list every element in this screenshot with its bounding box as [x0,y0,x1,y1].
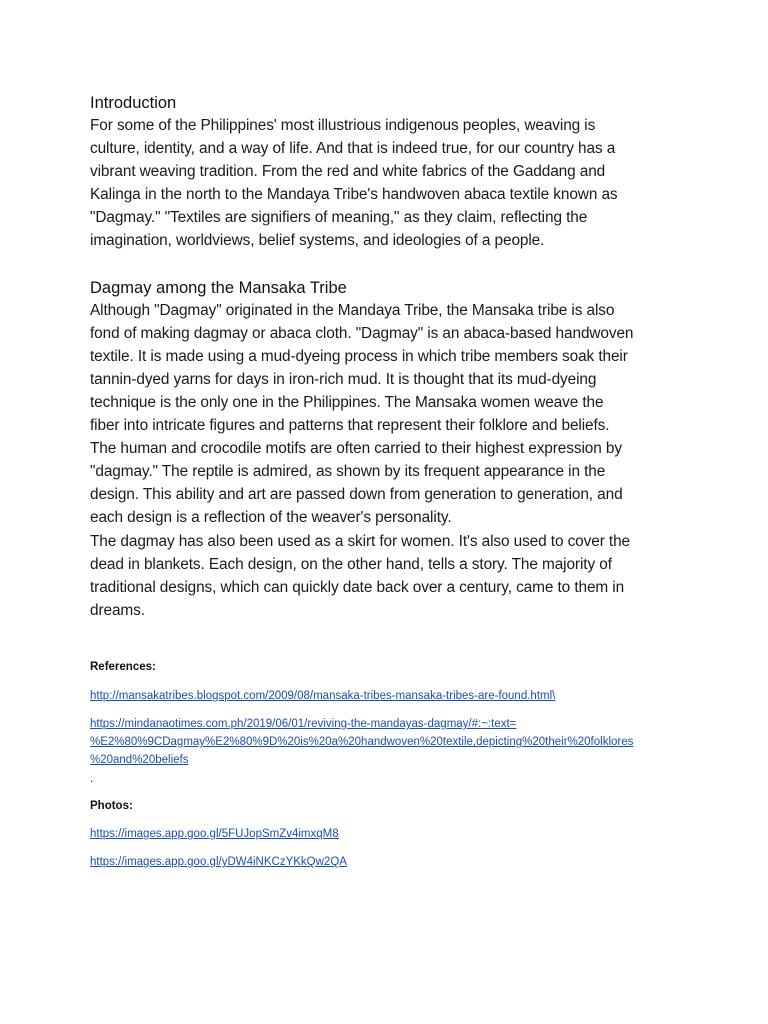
mansaka-section [90,277,680,622]
introduction-paragraph [90,114,680,253]
reference-link-mindanaotimes[interactable] [90,715,690,769]
text-line: Kalinga in the north to the Mandaya Tribe's handwoven abaca textile known as [90,186,618,204]
link-line: https://mindanaotimes.com.ph/2019/06/01/reviving-the-mandayas-dagmay/#:~:text= [90,718,517,730]
mansaka-paragraph [90,299,680,622]
photos-label: Photos: [90,800,133,812]
text-line: The dagmay has also been used as a skirt for women. It's also used to cover the [90,532,630,550]
text-line: textile. It is made using a mud-dyeing process in which tribe members soak their [90,347,628,365]
text-line: "dagmay." The reptile is admired, as shown by its frequent appearance in the [90,463,606,481]
reference-period: . [90,773,94,785]
introduction-heading: Introduction [90,94,177,112]
photo-link-1[interactable]: https://images.app.goo.gl/5FUJopSmZv4imxqM8 [90,828,339,840]
text-line: imagination, worldviews, belief systems, and ideologies of a people. [90,232,545,250]
text-line: The human and crocodile motifs are often carried to their highest expression by [90,440,622,458]
link-line: %E2%80%9CDagmay%E2%80%9D%20is%20a%20handwoven%20textile,depicting%20their%20folklores [90,736,634,748]
references-label: References: [90,661,156,673]
text-line: dreams. [90,601,145,619]
reference-link-mansakatribes[interactable]: http://mansakatribes.blogspot.com/2009/08/mansaka-tribes-mansaka-tribes-are-found.html\ [90,690,556,702]
text-line: For some of the Philippines' most illustrious indigenous peoples, weaving is [90,117,596,134]
text-line: fond of making dagmay or abaca cloth. "Dagmay" is an abaca-based handwoven [90,324,634,342]
document-body [90,92,680,622]
text-line: culture, identity, and a way of life. And that is indeed true, for our country has a [90,140,616,158]
text-line: dead in blankets. Each design, on the other hand, tells a story. The majority of [90,555,612,573]
link-line: %20and%20beliefs [90,754,189,766]
reference-mindanaotimes [90,715,690,787]
text-line: vibrant weaving tradition. From the red and white fabrics of the Gaddang and [90,163,606,181]
mansaka-heading: Dagmay among the Mansaka Tribe [90,278,347,297]
text-line: technique is the only one in the Philippines. The Mansaka women weave the [90,393,604,411]
text-line: design. This ability and art are passed down from generation to generation, and [90,486,623,504]
text-line: fiber into intricate figures and patterns that represent their folklore and beliefs. [90,417,610,435]
text-line: Although "Dagmay" originated in the Mandaya Tribe, the Mansaka tribe is also [90,301,615,319]
text-line: "Dagmay." "Textiles are signifiers of meaning," as they claim, reflecting the [90,209,588,227]
references-section [90,658,690,871]
text-line: each design is a reflection of the weaver's personality. [90,509,452,527]
photo-link-2[interactable]: https://images.app.goo.gl/yDW4iNKCzYKkQw2QA [90,856,347,868]
text-line: tannin-dyed yarns for days in iron-rich mud. It is thought that its mud-dyeing [90,370,597,388]
text-line: traditional designs, which can quickly date back over a century, came to them in [90,578,625,596]
